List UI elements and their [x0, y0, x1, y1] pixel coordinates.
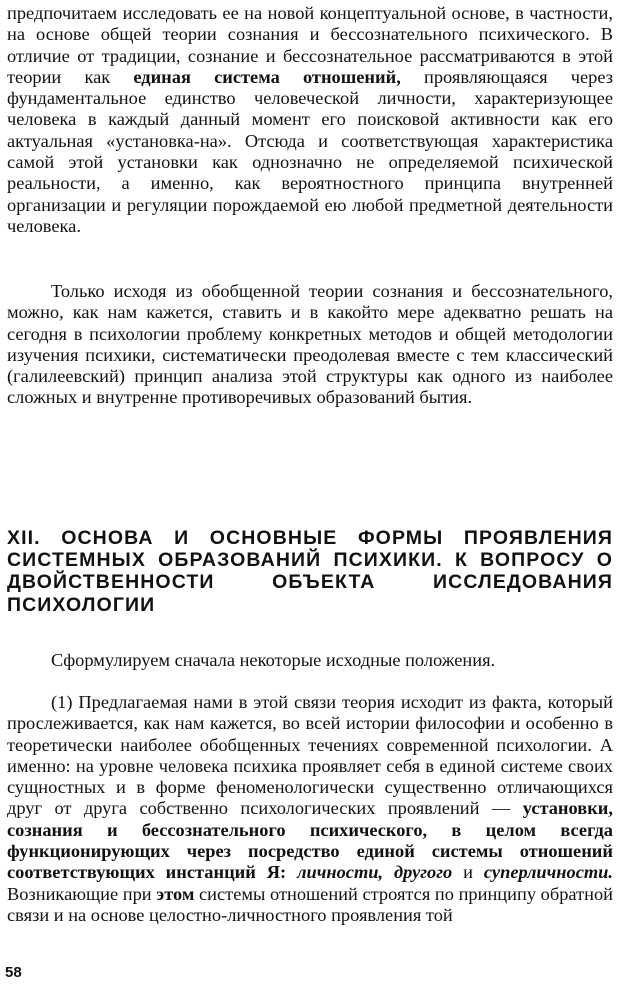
fourth-text-bold-2: этом — [156, 883, 195, 904]
intro-paragraph — [7, 3, 613, 237]
fourth-text-italic-3: суперличности. — [483, 862, 613, 883]
fourth-paragraph-text — [7, 692, 613, 926]
second-paragraph — [7, 281, 613, 409]
third-paragraph-text: Сформулируем сначала некоторые исходные положения. — [51, 650, 496, 670]
page-number: 58 — [5, 964, 22, 981]
fourth-paragraph — [7, 692, 613, 926]
fourth-text-space — [383, 862, 394, 882]
fourth-text-h: Возникающие при — [7, 883, 157, 904]
fourth-text-j: системы отношений строятся по принципу обратной связи и на основе целостно-личностного проявления той — [7, 883, 613, 925]
second-paragraph-text: Только исходя из обобщенной теории сознания и бессознательного, можно, как нам кажется, ставить и в какойто мере адекватно решать на сегодня в психологии проблему конкретных методов и общей методологии изучения психики, систематически преодолевая вместе с тем классический (галилеевский) принцип анализа этой структуры как одного из наиболее сложных и внутренне противоречивых образований бытия. — [7, 281, 613, 408]
fourth-text-italic-2: другого — [394, 862, 453, 883]
intro-text-start: предпочитаем исследовать ее на новой концептуальной основе, в частности, на основе общей теории сознания и бессознательного психического. В отличие от традиции, сознание и бессознательное рассматриваются в этой теории как — [7, 3, 613, 87]
third-paragraph — [7, 650, 613, 671]
fourth-text-and: и — [452, 862, 484, 883]
intro-bold-phrase: единая система отношений, — [133, 66, 401, 87]
fourth-text-italic-1: личности, — [297, 862, 384, 883]
section-heading: XII. ОСНОВА И ОСНОВНЫЕ ФОРМЫ ПРОЯВЛЕНИЯ СИСТЕМНЫХ ОБРАЗОВАНИЙ ПСИХИКИ. К ВОПРОСУ О ДВОЙСТВЕННОСТИ ОБЪЕКТА ИССЛЕДОВАНИЯ ПСИХОЛОГИИ — [7, 527, 613, 616]
fourth-text-bold: установки, сознания и бессознательного психического, в целом всегда функционирующих через посредство единой системы отношений соответствующих инстанций Я: — [7, 798, 613, 883]
intro-text-rest: проявляющаяся через фундаментальное единство человеческой личности, характеризующее человека в каждый данный момент его поисковой активности как его актуальная «установка-на». Отсюда и соответствующая характеристика самой этой установки как однозначно не определяемой психической реальности, а именно, как вероятностного принципа внутренней организации и регуляции порождаемой ею любой предметной деятельности человека. — [7, 66, 613, 236]
intro-text — [7, 3, 613, 237]
fourth-text-a: (1) Предлагаемая нами в этой связи теория исходит из факта, который прослеживается, как нам кажется, во всей истории философии и особенно в теоретически наиболее обобщенных течениях современной психологии. А именно: на уровне человека психика проявляет себя в единой системе своих сущностных и в форме феноменологически существенно отличающихся друг от друга собственно психологических проявлений — — [7, 692, 613, 819]
